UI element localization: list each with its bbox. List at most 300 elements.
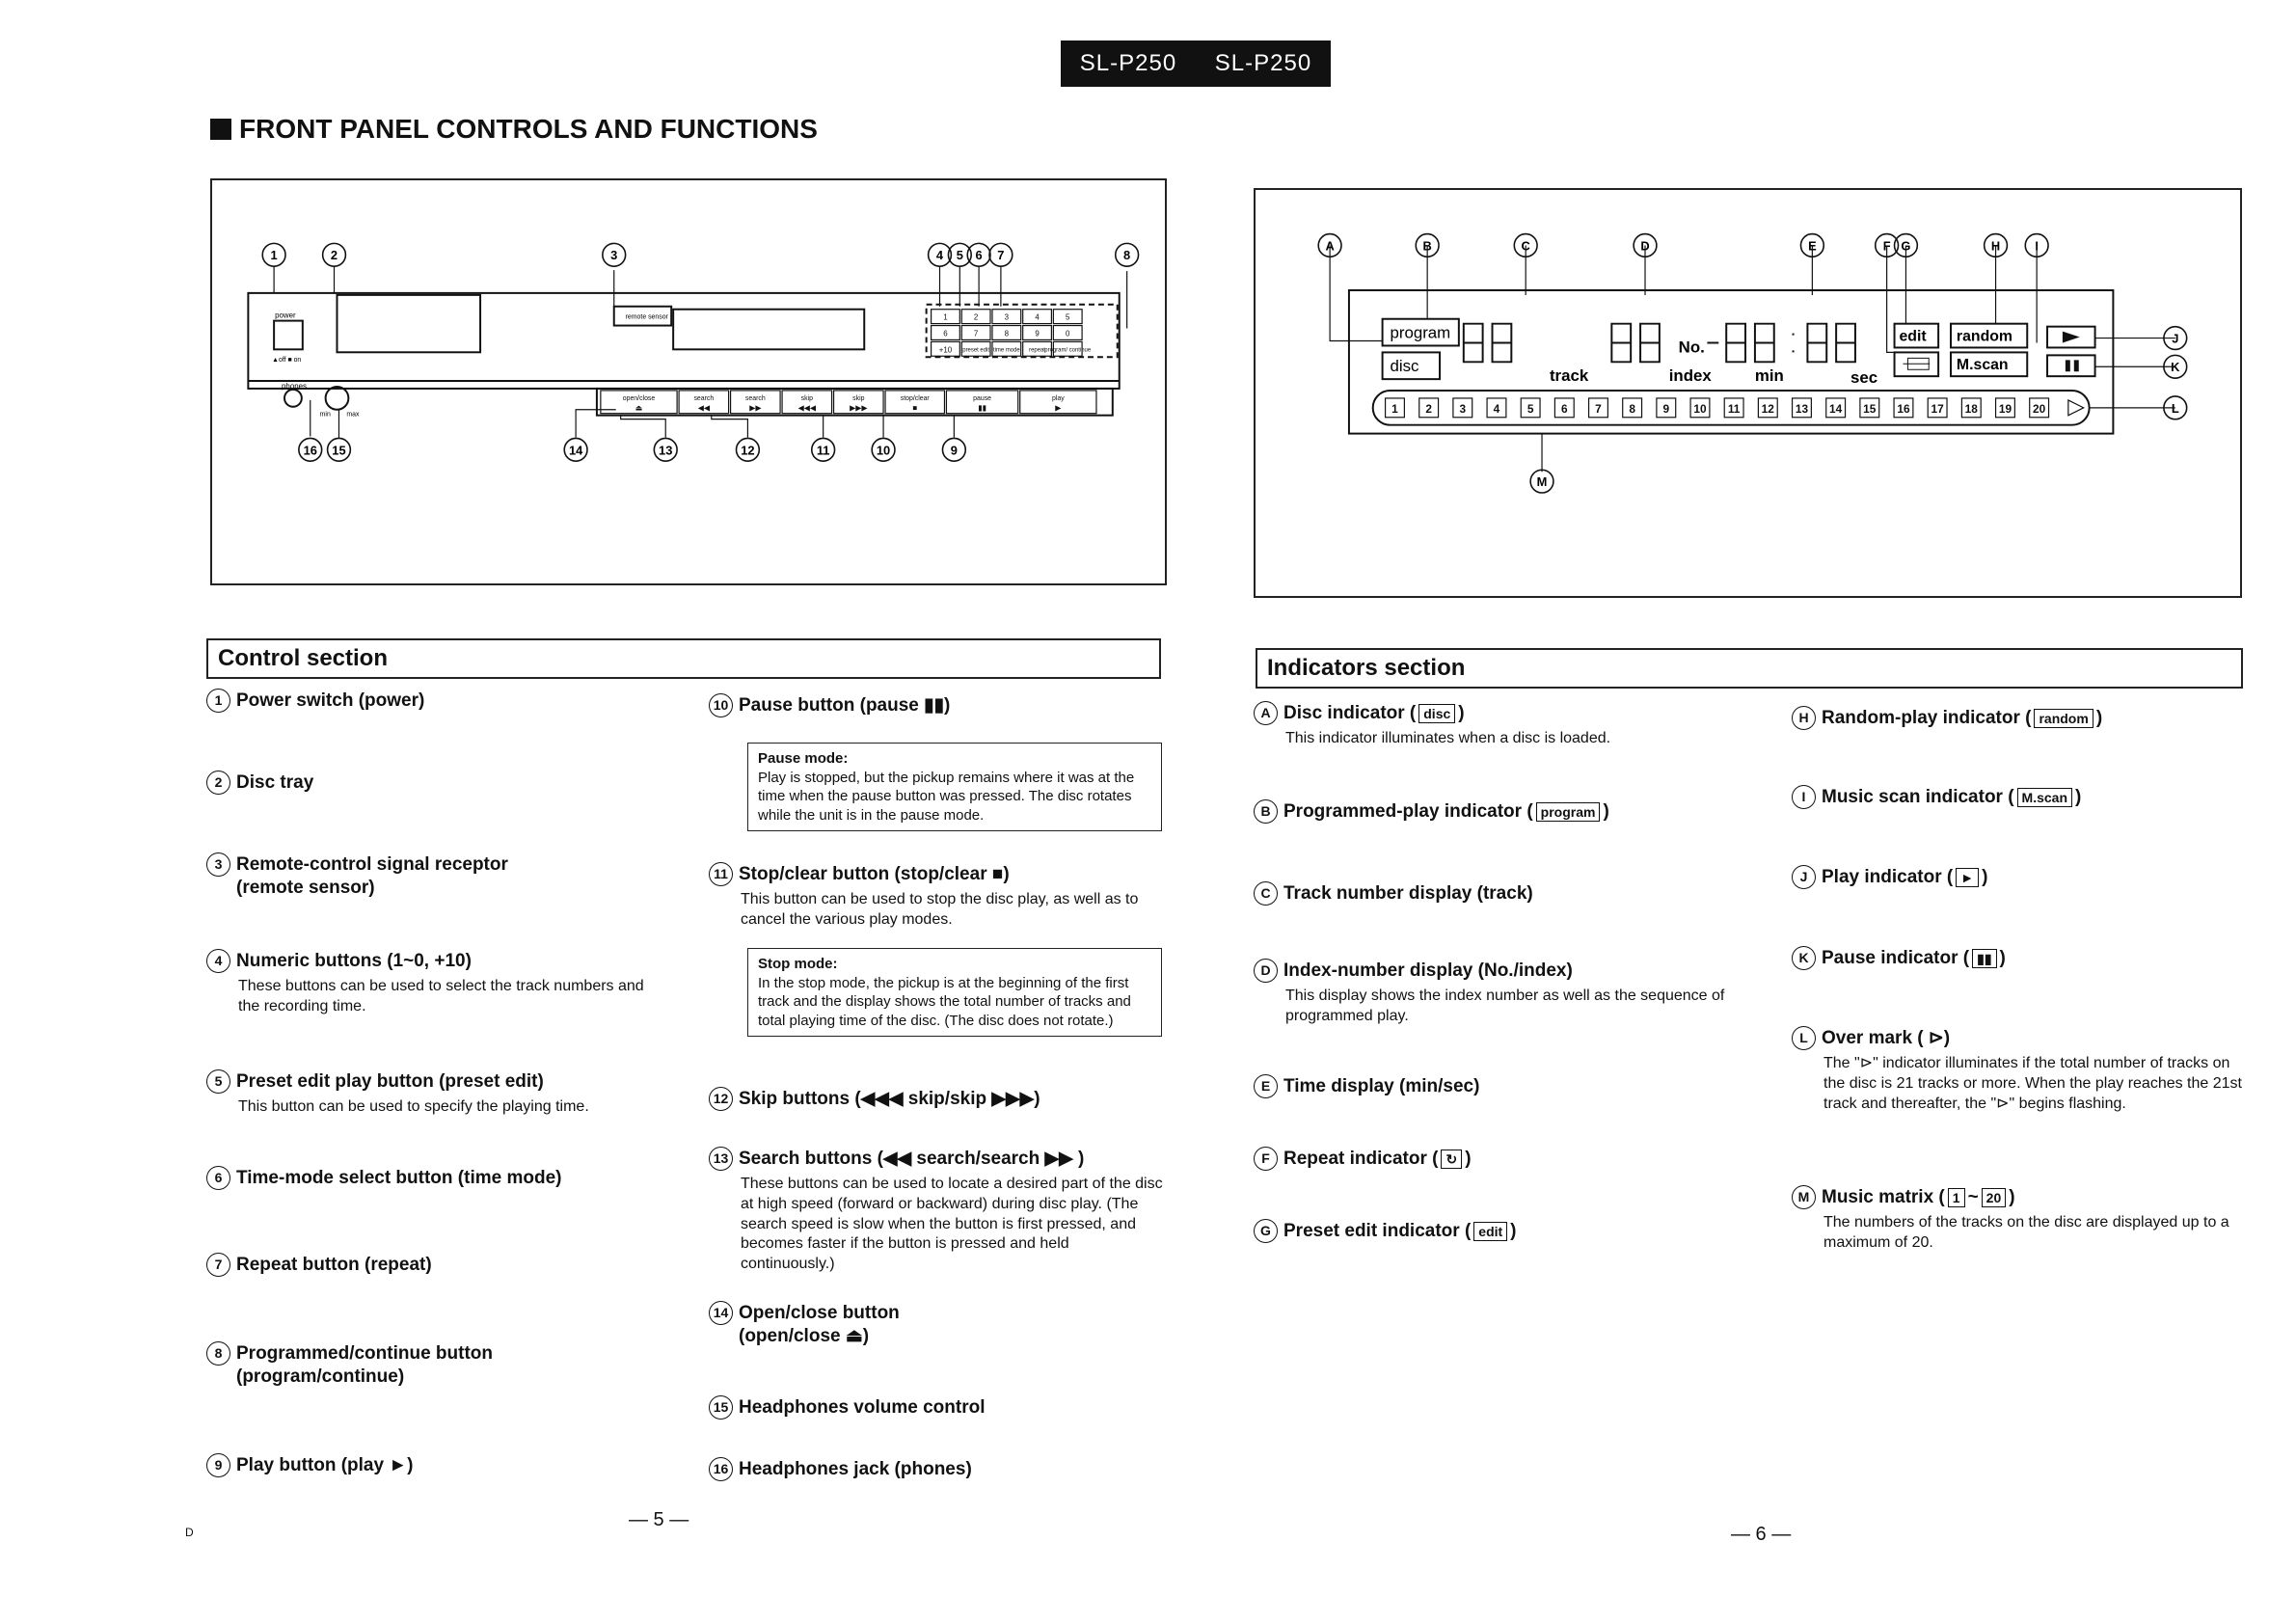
- item-number-badge: 2: [206, 771, 230, 795]
- matrix-track-17: [1928, 398, 1947, 418]
- item-title-lines: [236, 690, 424, 713]
- svg-text:E: E: [1808, 238, 1817, 254]
- svg-text:10: 10: [1693, 401, 1707, 416]
- svg-text:1: 1: [270, 248, 278, 263]
- indicator-item-K: [1792, 947, 2245, 970]
- svg-text:4: 4: [1035, 312, 1040, 322]
- item-title: [206, 950, 669, 973]
- control-item-9: [206, 1454, 669, 1477]
- item-title-lines: [739, 694, 950, 717]
- item-title: [1254, 702, 1755, 725]
- item-title: [709, 1088, 1167, 1111]
- svg-text:15: 15: [332, 443, 346, 458]
- control-item-4: [206, 950, 669, 1017]
- stop-note-title: Stop mode:: [758, 956, 838, 972]
- item-description: These buttons can be used to select the track numbers and the recording time.: [238, 978, 644, 1014]
- item-number-badge: 16: [709, 1457, 733, 1481]
- item-title-lines: [236, 1254, 432, 1277]
- disc-indicator-label: disc: [1390, 357, 1419, 376]
- svg-text:14: 14: [568, 443, 583, 458]
- item-title-lines: [1822, 786, 2081, 809]
- indicator-display-figure: [1254, 188, 2242, 598]
- panel-button-pause-6[interactable]: [946, 391, 1017, 414]
- indicator-tag: random: [2034, 709, 2093, 728]
- matrix-track-12: [1758, 398, 1777, 418]
- play-display-icon: [2063, 332, 2080, 343]
- matrix-track-7: [1589, 398, 1608, 418]
- svg-text:program/ continue: program/ continue: [1044, 347, 1092, 354]
- item-title: [709, 1302, 1167, 1348]
- item-description: This button can be used to stop the disc play, as well as to cancel the various play modes.: [741, 891, 1139, 928]
- item-title: [1254, 1148, 1755, 1171]
- item-number-badge: 15: [709, 1395, 733, 1420]
- item-title-line: Open/close button: [739, 1303, 900, 1323]
- item-title-line: (remote sensor): [236, 877, 375, 898]
- item-title-line: Time-mode select button (time mode): [236, 1168, 562, 1188]
- track-digit-2: [1493, 324, 1512, 363]
- indicator-item-A: [1254, 702, 1755, 749]
- svg-text:■: ■: [912, 403, 918, 413]
- panel-button-skip-3[interactable]: [782, 391, 832, 414]
- numeric-button-1[interactable]: [932, 310, 960, 324]
- matrix-track-13: [1793, 398, 1812, 418]
- item-number-badge: E: [1254, 1074, 1278, 1098]
- item-title-line: Headphones volume control: [739, 1397, 986, 1418]
- phones-label: phones: [282, 381, 307, 391]
- numeric-button-0[interactable]: [1053, 326, 1082, 340]
- svg-text:9: 9: [950, 443, 958, 458]
- indicator-item-C: [1254, 882, 1755, 906]
- svg-text:19: 19: [1998, 401, 2012, 416]
- matrix-track-18: [1961, 398, 1981, 418]
- item-title-line: Stop/clear button (stop/clear ■): [739, 864, 1010, 884]
- control-item-7: [206, 1254, 669, 1277]
- svg-text:1: 1: [1391, 401, 1398, 416]
- item-title: [1792, 1027, 2245, 1050]
- item-number-badge: J: [1792, 865, 1816, 889]
- svg-text:1: 1: [943, 312, 948, 322]
- item-title: [709, 1148, 1167, 1171]
- item-title-lines: [236, 950, 472, 973]
- svg-text:3: 3: [1004, 312, 1010, 322]
- svg-text:14: 14: [1829, 401, 1843, 416]
- svg-text:skip: skip: [852, 394, 865, 402]
- matrix-track-16: [1894, 398, 1913, 418]
- svg-text:11: 11: [1727, 401, 1741, 416]
- item-number-badge: 11: [709, 862, 733, 886]
- svg-text:2: 2: [973, 312, 979, 322]
- item-title-lines: [1822, 947, 2006, 970]
- indicator-item-H: [1792, 707, 2245, 730]
- sec-digit-1: [1807, 324, 1826, 363]
- item-title-line: Over mark ( ⊳): [1822, 1028, 1951, 1048]
- svg-text:▶: ▶: [1055, 403, 1062, 413]
- matrix-track-4: [1487, 398, 1506, 418]
- indicator-item-G: [1254, 1220, 1755, 1243]
- indicators-section-title: Indicators section: [1267, 655, 1466, 681]
- callout-8: [1116, 243, 1139, 266]
- callout-10: [872, 438, 895, 461]
- page-number-left: — 5 —: [629, 1509, 689, 1530]
- item-number-badge: K: [1792, 946, 1816, 970]
- callout-3: [603, 243, 626, 266]
- program-indicator-label: program: [1390, 323, 1451, 342]
- control-item-11: [709, 863, 1167, 931]
- matrix-track-15: [1860, 398, 1879, 418]
- callout-15: [328, 438, 351, 461]
- item-number-badge: 9: [206, 1453, 230, 1477]
- item-number-badge: A: [1254, 701, 1278, 725]
- matrix-track-20: [2030, 398, 2049, 418]
- svg-text:skip: skip: [800, 394, 813, 402]
- svg-text:G: G: [1901, 238, 1911, 254]
- svg-text:7: 7: [1595, 401, 1602, 416]
- item-title-line: Disc tray: [236, 772, 314, 793]
- control-item-13: [709, 1148, 1167, 1275]
- svg-text:9: 9: [1662, 401, 1670, 416]
- indicator-item-L: [1792, 1027, 2245, 1114]
- item-title-line: Pause button (pause ▮▮): [739, 695, 951, 716]
- item-title-line: Play button (play ►): [236, 1455, 414, 1475]
- svg-text:▶▶: ▶▶: [749, 403, 762, 413]
- mscan-indicator-label: M.scan: [1956, 357, 2009, 374]
- item-title-line: (program/continue): [236, 1366, 405, 1387]
- remote-sensor-label: remote sensor: [625, 313, 668, 321]
- item-title-lines: [1283, 1148, 1472, 1171]
- corner-mark: D: [185, 1526, 194, 1539]
- svg-text:C: C: [1521, 238, 1530, 254]
- svg-text:15: 15: [1863, 401, 1877, 416]
- panel-button-stop-clear-5[interactable]: [885, 391, 944, 414]
- indicator-tag: 20: [1982, 1188, 2007, 1207]
- item-title-line: Power switch (power): [236, 690, 425, 711]
- stop-note-text: In the stop mode, the pickup is at the beginning of the first track and the display shows the total number of tracks and total playing time of the disc. (The disc does not rotate.): [758, 974, 1131, 1029]
- control-item-16: [709, 1458, 1167, 1481]
- item-number-badge: M: [1792, 1185, 1816, 1209]
- item-number-badge: I: [1792, 785, 1816, 809]
- item-number-badge: 14: [709, 1301, 733, 1325]
- item-title: [206, 1254, 669, 1277]
- item-number-badge: 6: [206, 1166, 230, 1190]
- indicator-item-J: [1792, 866, 2245, 889]
- svg-text:▶▶▶: ▶▶▶: [850, 403, 868, 413]
- pause-note-title: Pause mode:: [758, 750, 849, 767]
- item-number-badge: 7: [206, 1253, 230, 1277]
- stop-mode-note: [747, 948, 1162, 1037]
- panel-button-skip-4[interactable]: [834, 391, 884, 414]
- control-item-6: [206, 1167, 669, 1190]
- numeric-button-9[interactable]: [1023, 326, 1052, 340]
- power-label: power: [275, 311, 296, 320]
- svg-text:H: H: [1990, 238, 2001, 254]
- item-number-badge: 5: [206, 1069, 230, 1094]
- item-title-line: Music matrix ( 1 ~ 20 ): [1822, 1187, 2015, 1207]
- item-title-lines: [236, 853, 508, 900]
- item-title: [206, 1070, 669, 1094]
- edit-indicator-label: edit: [1899, 328, 1927, 345]
- item-description: The numbers of the tracks on the disc are displayed up to a maximum of 20.: [1823, 1214, 2229, 1251]
- item-title-line: Headphones jack (phones): [739, 1459, 972, 1479]
- svg-text:13: 13: [1795, 401, 1809, 416]
- item-number-badge: B: [1254, 799, 1278, 824]
- item-title-line: Remote-control signal receptor: [236, 854, 508, 875]
- numeric-button-8[interactable]: [992, 326, 1021, 340]
- track-digit-1: [1464, 324, 1483, 363]
- indicator-item-E: [1254, 1075, 1755, 1098]
- indicator-tag: ↻: [1441, 1150, 1462, 1169]
- random-indicator-label: random: [1956, 328, 2012, 345]
- preset-edit-button[interactable]: [961, 341, 990, 356]
- item-title-lines: [1822, 1186, 2015, 1209]
- sec-label: sec: [1850, 368, 1878, 388]
- matrix-track-2: [1419, 398, 1439, 418]
- item-title-line: Skip buttons (◀◀◀ skip/skip ▶▶▶): [739, 1089, 1040, 1109]
- svg-text:9: 9: [1035, 329, 1040, 338]
- item-number-badge: D: [1254, 959, 1278, 983]
- control-item-8: [206, 1342, 669, 1389]
- control-item-14: [709, 1302, 1167, 1348]
- indicators-section-heading: [1256, 648, 2243, 689]
- item-title-lines: [739, 1088, 1040, 1111]
- numeric-button-2[interactable]: [961, 310, 990, 324]
- numeric-button-6[interactable]: [932, 326, 960, 340]
- svg-text:6: 6: [1561, 401, 1568, 416]
- svg-text:3: 3: [610, 248, 618, 263]
- svg-text:7: 7: [973, 329, 979, 338]
- index-label: index: [1668, 366, 1712, 386]
- item-title-lines: [236, 1167, 561, 1190]
- matrix-track-3: [1453, 398, 1472, 418]
- callout-M: [1530, 470, 1553, 493]
- numeric-button-5[interactable]: [1053, 310, 1082, 324]
- matrix-track-5: [1521, 398, 1540, 418]
- numeric-button-+10[interactable]: [932, 341, 960, 356]
- item-title-line: Random-play indicator ( random ): [1822, 708, 2103, 728]
- item-title-lines: [1283, 702, 1465, 725]
- item-title-lines: [1283, 800, 1609, 824]
- panel-button-search-1[interactable]: [679, 391, 729, 414]
- svg-text:J: J: [2172, 331, 2179, 346]
- item-title: [1254, 1220, 1755, 1243]
- item-title: [206, 1454, 669, 1477]
- item-number-badge: C: [1254, 881, 1278, 906]
- svg-text:B: B: [1422, 238, 1432, 254]
- item-number-badge: 10: [709, 693, 733, 717]
- item-number-badge: G: [1254, 1219, 1278, 1243]
- item-title: [709, 694, 1167, 717]
- callout-7: [989, 243, 1013, 266]
- indicator-tag: M.scan: [2017, 788, 2072, 807]
- item-description: This display shows the index number as well as the sequence of programmed play.: [1285, 987, 1725, 1024]
- svg-text:6: 6: [943, 329, 948, 338]
- callout-11: [812, 438, 835, 461]
- item-title: [709, 1458, 1167, 1481]
- item-title-lines: [1283, 1075, 1479, 1098]
- page-title: [210, 114, 818, 145]
- item-title: [206, 771, 669, 795]
- svg-text:13: 13: [659, 443, 673, 458]
- svg-text:12: 12: [741, 443, 755, 458]
- svg-text:+10: +10: [938, 345, 953, 355]
- item-title-lines: [236, 771, 313, 795]
- svg-text:8: 8: [1629, 401, 1635, 416]
- repeat-display-icon: [1903, 358, 1930, 369]
- item-title-lines: [1822, 1027, 1950, 1050]
- item-title: [1254, 1075, 1755, 1098]
- item-title-line: Programmed/continue button: [236, 1343, 493, 1364]
- numeric-button-3[interactable]: [992, 310, 1021, 324]
- item-title: [1792, 1186, 2245, 1209]
- indicator-item-F: [1254, 1148, 1755, 1171]
- svg-text:16: 16: [303, 443, 317, 458]
- item-title-lines: [739, 1458, 972, 1481]
- svg-text:4: 4: [935, 248, 944, 263]
- svg-text:5: 5: [1066, 312, 1070, 322]
- svg-text:16: 16: [1897, 401, 1910, 416]
- item-title-lines: [1822, 707, 2102, 730]
- svg-text:20: 20: [2033, 401, 2046, 416]
- svg-text:play: play: [1051, 394, 1065, 402]
- svg-text:◀◀: ◀◀: [697, 403, 710, 413]
- callout-9: [942, 438, 965, 461]
- svg-text:I: I: [2035, 238, 2039, 254]
- item-title: [206, 853, 669, 900]
- item-number-badge: H: [1792, 706, 1816, 730]
- no-label: No.: [1678, 338, 1705, 357]
- panel-button-search-2[interactable]: [731, 391, 781, 414]
- svg-text:5: 5: [956, 248, 963, 263]
- svg-text:10: 10: [876, 443, 891, 458]
- index-digit-1: [1611, 324, 1631, 363]
- control-item-5: [206, 1070, 669, 1118]
- matrix-track-19: [1996, 398, 2015, 418]
- item-title-lines: [739, 1302, 900, 1348]
- page-number-right: — 6 —: [1731, 1524, 1792, 1545]
- svg-text:2: 2: [1425, 401, 1432, 416]
- item-title-line: Play indicator ( ► ): [1822, 867, 1988, 887]
- svg-text:time mode: time mode: [992, 347, 1020, 354]
- volume-min-label: min: [319, 411, 331, 419]
- item-title-lines: [1822, 866, 1987, 889]
- control-item-3: [206, 853, 669, 900]
- item-title: [1254, 800, 1755, 824]
- callout-2: [323, 243, 346, 266]
- item-title-line: Track number display (track): [1283, 883, 1533, 904]
- control-section-heading: [206, 638, 1161, 679]
- svg-text:0: 0: [1066, 329, 1070, 338]
- pause-note-text: Play is stopped, but the pickup remains where it was at the time when the pause button was pressed. The disc rotates while the unit is in the pause mode.: [758, 769, 1135, 824]
- indicator-tag: disc: [1418, 704, 1455, 723]
- item-title-lines: [236, 1342, 493, 1389]
- svg-text:open/close: open/close: [622, 394, 656, 402]
- item-number-badge: 3: [206, 852, 230, 877]
- item-title: [206, 690, 669, 713]
- svg-text:search: search: [744, 394, 766, 402]
- svg-text:8: 8: [1004, 329, 1010, 338]
- title-square-icon: [210, 119, 231, 140]
- callout-12: [737, 438, 760, 461]
- item-title-lines: [739, 1396, 985, 1420]
- callout-14: [564, 438, 587, 461]
- item-title-line: Time display (min/sec): [1283, 1076, 1480, 1096]
- item-title: [1792, 707, 2245, 730]
- item-number-badge: F: [1254, 1147, 1278, 1171]
- item-title-line: Search buttons (◀◀ search/search ▶▶ ): [739, 1149, 1085, 1169]
- item-description: These buttons can be used to locate a desired part of the disc at high speed (forward or backward) during disc play. (The search speed is slow when the button is first pressed, and becomes faster if the button is pressed and held continuously.): [741, 1176, 1163, 1273]
- item-description: The "⊳" indicator illuminates if the total number of tracks on the disc is 21 tracks or more. When the play reaches the 21st track and thereafter, the "⊳" begins flashing.: [1823, 1055, 2242, 1112]
- item-title-lines: [236, 1070, 544, 1094]
- svg-text:pause: pause: [973, 394, 992, 402]
- item-title-line: Preset edit play button (preset edit): [236, 1071, 544, 1092]
- svg-text:repeat: repeat: [1029, 347, 1045, 354]
- index-digit-2: [1640, 324, 1660, 363]
- item-title-lines: [1283, 1220, 1517, 1243]
- svg-text:search: search: [693, 394, 715, 402]
- volume-max-label: max: [346, 411, 360, 419]
- indicator-tag: program: [1536, 802, 1601, 822]
- model-banner: [1061, 41, 1331, 87]
- item-number-badge: L: [1792, 1026, 1816, 1050]
- indicator-tag: ►: [1956, 868, 1979, 887]
- callout-13: [654, 438, 677, 461]
- svg-text:F: F: [1882, 238, 1891, 254]
- svg-text:3: 3: [1459, 401, 1467, 416]
- time-mode-button[interactable]: [992, 341, 1021, 356]
- indicator-tag: edit: [1473, 1222, 1507, 1241]
- control-item-10: [709, 694, 1167, 717]
- item-title-line: Pause indicator ( ▮▮ ): [1822, 948, 2006, 968]
- item-title-line: Music scan indicator ( M.scan ): [1822, 787, 2082, 807]
- svg-text:M: M: [1536, 474, 1548, 490]
- panel-button-play-7[interactable]: [1020, 391, 1096, 414]
- svg-text:K: K: [2171, 360, 2180, 375]
- numeric-button-7[interactable]: [961, 326, 990, 340]
- svg-text:preset edit: preset edit: [962, 347, 990, 354]
- matrix-track-8: [1623, 398, 1642, 418]
- item-title: [1254, 882, 1755, 906]
- svg-text:◀◀◀: ◀◀◀: [797, 403, 816, 413]
- item-title-lines: [1283, 960, 1573, 983]
- pause-mode-note: [747, 743, 1162, 831]
- item-title-line: (open/close ⏏): [739, 1325, 870, 1346]
- numeric-button-4[interactable]: [1023, 310, 1052, 324]
- item-title-line: Disc indicator ( disc ): [1283, 703, 1465, 723]
- svg-text:D: D: [1640, 238, 1650, 254]
- item-title-line: Index-number display (No./index): [1283, 960, 1573, 981]
- front-panel-figure: [210, 178, 1167, 585]
- item-number-badge: 4: [206, 949, 230, 973]
- indicator-item-I: [1792, 786, 2245, 809]
- min-digit-2: [1755, 324, 1774, 363]
- item-title-line: Numeric buttons (1~0, +10): [236, 951, 472, 971]
- min-label: min: [1754, 366, 1784, 386]
- svg-text:A: A: [1325, 238, 1335, 254]
- callout-1: [262, 243, 285, 266]
- matrix-track-9: [1657, 398, 1676, 418]
- over-mark-icon: [2068, 400, 2084, 416]
- svg-text:18: 18: [1964, 401, 1978, 416]
- track-label: track: [1549, 366, 1589, 386]
- model-label-left: SL-P250: [1079, 50, 1177, 76]
- item-title-lines: [739, 1148, 1084, 1171]
- page-title-text: FRONT PANEL CONTROLS AND FUNCTIONS: [239, 114, 818, 144]
- power-state-label: ▲off ■ on: [272, 357, 302, 365]
- item-title-line: Programmed-play indicator ( program ): [1283, 801, 1609, 822]
- indicator-tag: ▮▮: [1972, 949, 1996, 968]
- svg-text:▮▮: ▮▮: [978, 403, 986, 413]
- item-number-badge: 13: [709, 1147, 733, 1171]
- matrix-track-6: [1554, 398, 1574, 418]
